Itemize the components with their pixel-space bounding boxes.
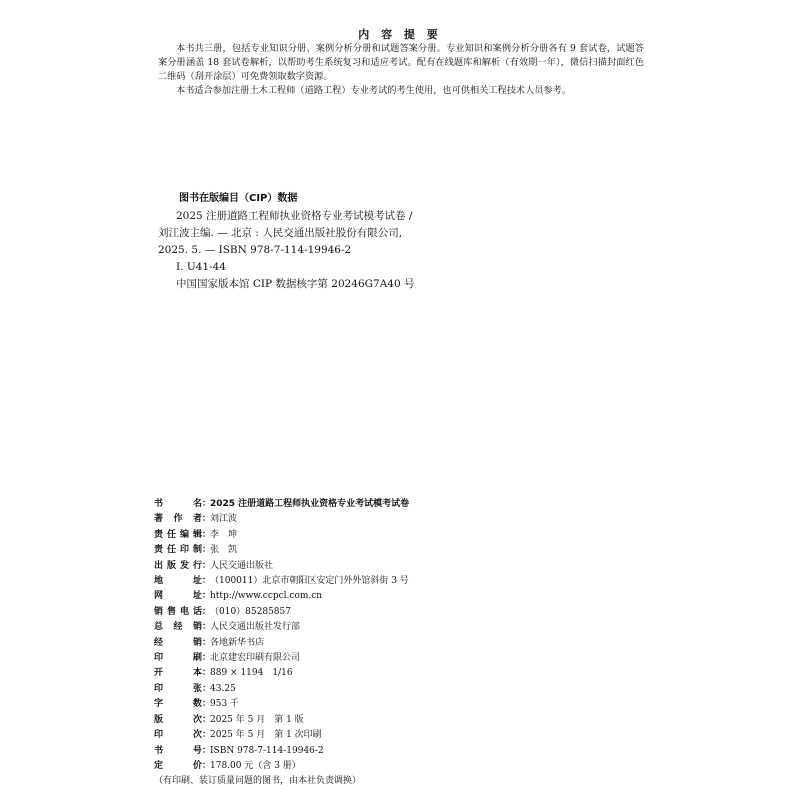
info-label: 印 次 — [154, 730, 202, 741]
info-label: 总 经 销 — [154, 622, 202, 633]
cip-data-block — [158, 208, 458, 293]
info-row-editor: 责任编辑 ： 李 坤 — [154, 528, 494, 543]
info-row-price: 定 价 ： 178.00 元（含 3 册） — [154, 759, 494, 774]
info-value: 人民交通出版社发行部 — [210, 622, 301, 633]
price-value: 178.00 元（含 3 册） — [210, 760, 301, 771]
quality-note: （有印刷、装订质量问题的图书，由本社负责调换） — [154, 776, 362, 787]
cip-line: 中国国家版本馆 CIP 数据核字第 20246G7A40 号 — [176, 278, 415, 290]
info-row-website: 网 址 ： http://www.ccpcl.com.cn — [154, 589, 494, 604]
info-row-word-count: 字 数 ： 953 千 — [154, 697, 494, 712]
summary-section — [158, 42, 644, 98]
info-value: 43.25 — [210, 683, 236, 694]
info-value: 李 坤 — [210, 529, 238, 540]
info-row-sheets: 印 张 ： 43.25 — [154, 682, 494, 697]
info-value: （100011）北京市朝阳区安定门外外馆斜街 3 号 — [210, 576, 409, 587]
info-row-author: 著 作 者 ： 刘江波 — [154, 512, 494, 527]
summary-title: 内 容 提 要 — [358, 28, 442, 41]
info-row-format: 开 本 ： 889 × 1194 1/16 — [154, 666, 494, 681]
info-value: 人民交通出版社 — [210, 560, 274, 571]
info-row-printing: 印 次 ： 2025 年 5 月 第 1 次印刷 — [154, 728, 494, 743]
summary-paragraph: 本书适合参加注册土木工程师（道路工程）专业考试的考生使用，也可供相关工程技术人员参考。 — [176, 85, 572, 96]
info-row-edition: 版 次 ： 2025 年 5 月 第 1 版 — [154, 713, 494, 728]
cip-line: 刘江波主编. — 北京 : 人民交通出版社股份有限公司, — [158, 227, 403, 239]
info-label: 销售电话 — [154, 606, 202, 617]
info-label: 出版发行 — [154, 560, 202, 571]
info-row-printer: 印 刷 ： 北京建宏印刷有限公司 — [154, 651, 494, 666]
info-value: 张 凯 — [210, 545, 238, 556]
info-label: 印 刷 — [154, 653, 202, 664]
info-row-address: 地 址 ： （100011）北京市朝阳区安定门外外馆斜街 3 号 — [154, 574, 494, 589]
info-label: 网 址 — [154, 591, 202, 602]
summary-paragraph: 本书共三册，包括专业知识分册、案例分析分册和试题答案分册。专业知识和案例分析分册各有 9 套试卷，试题答案分册涵盖 18 套试卷解析，以帮助考生系统复习和适应考试。配有在线题库和解析（有效期一年），微信扫描封面红色二维码（刮开涂层）可免费领取数字资源。 — [158, 43, 644, 82]
cip-line: 2025. 5. — ISBN 978-7-114-19946-2 — [158, 244, 352, 256]
info-value: （010）85285857 — [210, 606, 291, 617]
info-value: 889 × 1194 1/16 — [210, 668, 293, 679]
info-value: 953 千 — [210, 699, 240, 710]
info-label: 地 址 — [154, 576, 202, 587]
info-value: 2025 年 5 月 第 1 次印刷 — [210, 730, 322, 741]
info-label: 经 销 — [154, 637, 202, 648]
info-value: 刘江波 — [210, 514, 238, 525]
info-value: 2025 年 5 月 第 1 版 — [210, 714, 304, 725]
publication-info — [154, 497, 494, 790]
website-value: http://www.ccpcl.com.cn — [210, 591, 323, 602]
info-label: 责任印制 — [154, 545, 202, 556]
info-label: 开 本 — [154, 668, 202, 679]
info-label: 责任编辑 — [154, 529, 202, 540]
info-value: 北京建宏印刷有限公司 — [210, 653, 301, 664]
info-label: 字 数 — [154, 699, 202, 710]
info-label: 印 张 — [154, 683, 202, 694]
info-row-printing-manager: 责任印制 ： 张 凯 — [154, 543, 494, 558]
info-row-seller: 经 销 ： 各地新华书店 — [154, 636, 494, 651]
info-label: 著 作 者 — [154, 514, 202, 525]
info-label: 书 名 — [154, 499, 202, 509]
info-row-sales-phone: 销售电话 ： （010）85285857 — [154, 605, 494, 620]
cip-line: Ⅰ. U41-44 — [176, 261, 226, 273]
info-label: 定 价 — [154, 760, 202, 771]
info-label: 版 次 — [154, 714, 202, 725]
info-row-title: 书 名 ： 2025 注册道路工程师执业资格专业考试模考试卷 — [154, 497, 494, 512]
info-row-publisher: 出版发行 ： 人民交通出版社 — [154, 559, 494, 574]
info-row-distributor: 总 经 销 ： 人民交通出版社发行部 — [154, 620, 494, 635]
info-row-isbn: 书 号 ： ISBN 978-7-114-19946-2 — [154, 744, 494, 759]
info-label: 书 号 — [154, 745, 202, 756]
info-value: 各地新华书店 — [210, 637, 265, 648]
book-title-value: 2025 注册道路工程师执业资格专业考试模考试卷 — [210, 499, 410, 509]
cip-heading: 图书在版编目（CIP）数据 — [179, 193, 298, 204]
cip-line: 2025 注册道路工程师执业资格专业考试模考试卷 / — [176, 210, 413, 222]
isbn-value: ISBN 978-7-114-19946-2 — [210, 745, 324, 756]
